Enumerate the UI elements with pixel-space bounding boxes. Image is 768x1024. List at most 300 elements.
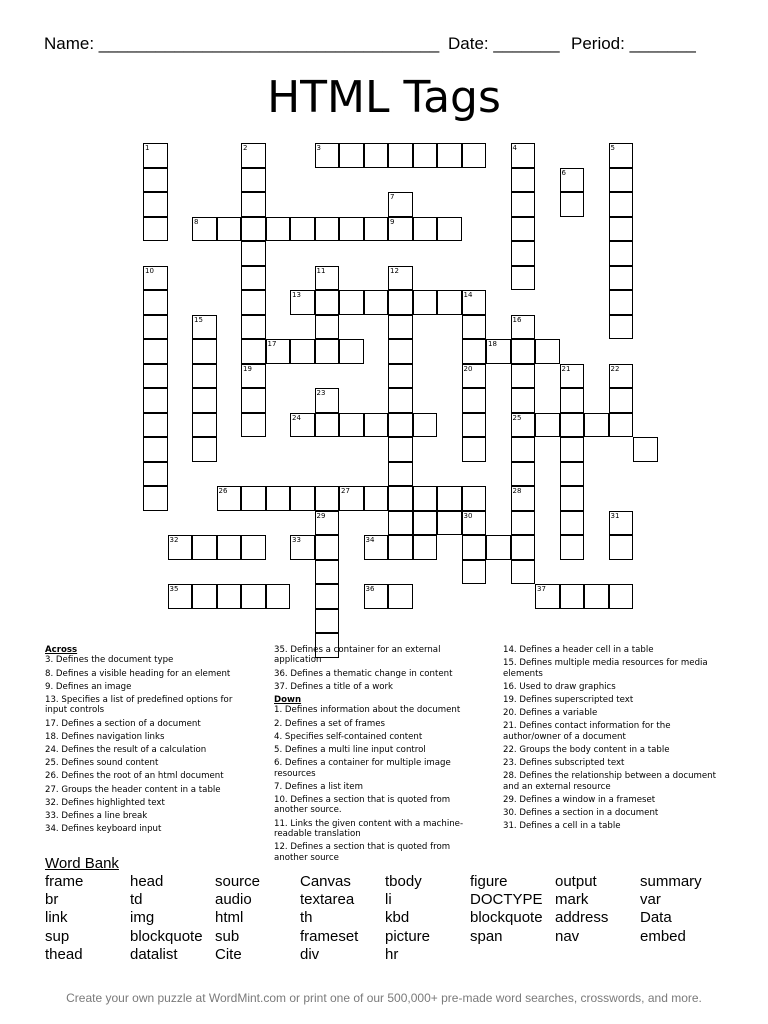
grid-cell[interactable] [364,486,389,511]
grid-cell[interactable] [192,217,217,242]
grid-cell[interactable] [511,486,536,511]
grid-cell[interactable] [266,584,291,609]
clue-number: 14 [463,291,473,299]
grid-cell[interactable] [486,535,511,560]
grid-cell[interactable] [364,143,389,168]
grid-cell[interactable] [535,413,560,438]
grid-cell[interactable] [143,315,168,340]
grid-cell[interactable] [388,437,413,462]
clue-number: 18 [488,340,497,348]
across-clue: 33. Defines a line break [45,811,148,822]
word-bank-item: summary [640,873,702,890]
grid-cell[interactable] [315,290,340,315]
grid-cell[interactable] [462,437,487,462]
grid-cell[interactable] [462,315,487,340]
clue-number: 28 [512,487,522,495]
grid-cell[interactable] [511,462,536,487]
word-bank-item: th [300,909,313,927]
clue-number: 5 [610,144,615,152]
name-field[interactable]: Name: ____________________________________ [44,34,440,53]
across-clue: 3. Defines the document type [45,655,174,666]
word-bank-column [470,873,543,946]
grid-cell[interactable] [388,584,413,609]
grid-cell[interactable] [388,217,413,242]
grid-cell[interactable] [217,584,242,609]
word-bank-item: frameset [300,927,359,945]
grid-cell[interactable] [609,315,634,340]
grid-cell[interactable] [339,413,364,438]
grid-cell[interactable] [437,511,462,536]
grid-cell[interactable] [241,168,266,193]
across-clue: 25. Defines sound content [45,758,159,769]
grid-cell[interactable] [266,339,291,364]
word-bank-item: output [555,873,597,890]
word-bank-item: picture [385,927,431,945]
grid-cell[interactable] [413,290,438,315]
down-heading: Down [274,695,302,706]
across-clue: 27. Groups the header content in a table [45,784,221,795]
clue-number: 31 [610,511,620,520]
word-bank-item: Canvas [300,873,351,890]
grid-cell[interactable] [315,266,340,291]
period-field[interactable]: Period: _______ [571,34,696,53]
down-clue: 29. Defines a window in a frameset [503,795,656,806]
word-bank-item: sup [45,927,70,945]
clues-column-1 [45,645,255,837]
grid-cell[interactable] [609,584,634,609]
word-bank-item: Data [640,909,672,927]
grid-cell[interactable] [192,437,217,462]
clue-number: 3 [316,144,321,152]
grid-cell[interactable] [511,413,536,438]
down-clue: 23. Defines subscripted text [503,758,625,769]
word-bank-item: var [640,891,661,909]
grid-cell[interactable] [241,143,266,168]
footer: Create your own puzzle at WordMint.com or print one of our 500,000+ pre-made word searches, crosswords, and more. [66,991,702,1005]
word-bank-item: audio [215,891,252,909]
word-bank-item: frame [45,873,84,890]
grid-cell[interactable] [388,535,413,560]
grid-cell[interactable] [388,290,413,315]
grid-cell[interactable] [609,535,634,560]
grid-cell[interactable] [315,217,340,242]
grid-cell[interactable] [560,584,585,609]
grid-cell[interactable] [511,168,536,193]
word-bank-item: html [215,909,244,927]
word-bank-title: Word Bank [45,855,119,872]
word-bank-column [130,873,203,964]
grid-cell[interactable] [560,462,585,487]
word-bank-item: span [470,927,503,945]
grid-cell[interactable] [192,584,217,609]
grid-cell[interactable] [192,535,217,560]
grid-cell[interactable] [560,413,585,438]
clue-number: 22 [610,364,620,373]
grid-cell[interactable] [609,413,634,438]
grid-cell[interactable] [241,584,266,609]
grid-cell[interactable] [339,290,364,315]
clue-number: 19 [243,364,252,373]
clue-number: 32 [169,536,179,544]
clue-number: 9 [390,217,395,226]
grid-cell[interactable] [315,535,340,560]
word-bank-item: br [45,891,59,909]
grid-cell[interactable] [437,217,462,242]
grid-cell[interactable] [315,315,340,340]
down-clue: 11. Links the given content with a machine-readable translation [274,818,464,840]
clue-number: 12 [390,266,399,275]
across-clue: 9. Defines an image [45,681,132,692]
grid-cell[interactable] [315,413,340,438]
grid-cell[interactable] [339,486,364,511]
grid-cell[interactable] [633,437,658,462]
clue-number: 6 [561,168,566,177]
clue-number: 4 [512,144,517,152]
word-bank-column [45,873,83,964]
word-bank-column [640,873,702,946]
word-bank-item: datalist [130,945,178,963]
grid-cell[interactable] [143,364,168,389]
across-clue: 37. Defines a title of a work [274,681,393,692]
grid-cell[interactable] [535,584,560,609]
grid-cell[interactable] [462,511,487,536]
grid-cell[interactable] [241,486,266,511]
grid-cell[interactable] [241,339,266,364]
grid-cell[interactable] [241,290,266,315]
clue-number: 16 [512,315,522,324]
down-clue: 31. Defines a cell in a table [503,821,621,832]
word-bank-item: kbd [385,909,410,927]
down-clue: 7. Defines a list item [274,781,363,792]
across-clue: 35. Defines a container for an external application [274,645,441,666]
word-bank-item: Cite [215,945,242,963]
grid-cell[interactable] [143,217,168,242]
grid-cell[interactable] [241,217,266,242]
grid-cell[interactable] [364,584,389,609]
grid-cell[interactable] [143,143,168,168]
grid-cell[interactable] [266,217,291,242]
grid-cell[interactable] [388,364,413,389]
word-bank-item: head [130,873,164,890]
grid-cell[interactable] [560,486,585,511]
grid-cell[interactable] [462,388,487,413]
grid-cell[interactable] [290,413,315,438]
grid-cell[interactable] [462,364,487,389]
word-bank-item: div [300,945,320,963]
grid-cell[interactable] [315,143,340,168]
grid-cell[interactable] [609,290,634,315]
grid-cell[interactable] [241,192,266,217]
clues-column-2 [274,645,484,866]
down-clue: 12. Defines a section that is quoted from another source [274,842,451,863]
down-clue: 14. Defines a header cell in a table [503,645,654,655]
grid-cell[interactable] [609,143,634,168]
grid-cell[interactable] [462,486,487,511]
grid-cell[interactable] [192,413,217,438]
grid-cell[interactable] [609,241,634,266]
grid-cell[interactable] [315,560,340,585]
grid-cell[interactable] [413,511,438,536]
word-bank-column [215,873,260,964]
grid-cell[interactable] [462,339,487,364]
grid-cell[interactable] [437,290,462,315]
down-clue: 20. Defines a variable [503,708,598,719]
word-bank-column [385,873,430,964]
word-bank-item: sub [215,927,240,945]
grid-cell[interactable] [560,437,585,462]
across-clue: 34. Defines keyboard input [45,824,162,835]
grid-cell[interactable] [462,290,487,315]
grid-cell[interactable] [241,388,266,413]
grid-cell[interactable] [315,584,340,609]
grid-cell[interactable] [388,388,413,413]
grid-cell[interactable] [143,266,168,291]
word-bank-item: mark [555,891,589,909]
grid-cell[interactable] [584,413,609,438]
grid-cell[interactable] [241,413,266,438]
word-bank-item: figure [470,873,508,890]
across-clue: 24. Defines the result of a calculation [45,745,207,756]
clue-number: 8 [194,217,199,226]
grid-cell[interactable] [168,535,193,560]
grid-cell[interactable] [511,364,536,389]
grid-cell[interactable] [388,339,413,364]
grid-cell[interactable] [560,535,585,560]
grid-cell[interactable] [315,609,340,634]
grid-cell[interactable] [241,315,266,340]
clue-number: 30 [463,511,473,520]
clue-number: 2 [243,144,248,152]
clue-number: 15 [194,315,203,324]
clue-number: 37 [537,585,546,593]
grid-cell[interactable] [437,143,462,168]
clue-number: 7 [390,193,395,201]
down-clue: 4. Specifies self-contained content [274,731,423,742]
clue-number: 21 [561,364,571,373]
word-bank-item: li [385,891,392,909]
across-clue: 36. Defines a thematic change in content [274,668,453,679]
grid-cell[interactable] [143,413,168,438]
grid-cell[interactable] [143,192,168,217]
grid-cell[interactable] [511,266,536,291]
clue-number: 34 [365,536,375,544]
down-clue: 15. Defines multiple media resources for media elements [503,658,708,679]
grid-cell[interactable] [486,339,511,364]
down-clue: 16. Used to draw graphics [503,681,616,692]
grid-cell[interactable] [511,339,536,364]
across-clue: 18. Defines navigation links [45,731,165,742]
grid-cell[interactable] [315,388,340,413]
grid-cell[interactable] [388,143,413,168]
grid-cell[interactable] [143,462,168,487]
word-bank-item: tbody [385,873,422,890]
word-bank-item: blockquote [470,909,543,927]
grid-cell[interactable] [364,535,389,560]
grid-cell[interactable] [511,560,536,585]
grid-cell[interactable] [462,560,487,585]
grid-cell[interactable] [437,486,462,511]
across-clue: 13. Specifies a list of predefined options for input controls [45,695,233,716]
down-clue: 28. Defines the relationship between a document and an external resource [503,771,716,792]
grid-cell[interactable] [168,584,193,609]
grid-cell[interactable] [511,388,536,413]
grid-cell[interactable] [266,486,291,511]
grid-cell[interactable] [315,511,340,536]
grid-cell[interactable] [413,413,438,438]
grid-cell[interactable] [143,339,168,364]
grid-cell[interactable] [584,584,609,609]
grid-cell[interactable] [609,388,634,413]
grid-cell[interactable] [535,339,560,364]
grid-cell[interactable] [339,143,364,168]
date-field[interactable]: Date: _______ [448,34,560,53]
word-bank-item: source [215,873,261,890]
across-clue: 8. Defines a visible heading for an element [45,668,231,679]
grid-cell[interactable] [290,339,315,364]
grid-cell[interactable] [511,437,536,462]
grid-cell[interactable] [364,217,389,242]
word-bank-item: img [130,909,155,927]
grid-cell[interactable] [339,339,364,364]
clue-number: 20 [463,364,473,373]
grid-cell[interactable] [560,388,585,413]
grid-cell[interactable] [462,413,487,438]
grid-cell[interactable] [143,486,168,511]
down-clue: 5. Defines a multi line input control [274,745,426,756]
grid-cell[interactable] [388,413,413,438]
clues-column-3 [503,645,725,835]
grid-cell[interactable] [560,192,585,217]
clue-number: 11 [316,266,326,275]
grid-cell[interactable] [511,217,536,242]
grid-cell[interactable] [241,266,266,291]
grid-cell[interactable] [192,315,217,340]
grid-cell[interactable] [364,413,389,438]
word-bank-item: thead [45,945,83,963]
grid-cell[interactable] [511,315,536,340]
word-bank-item: address [555,909,609,927]
down-clue: 30. Defines a section in a document [503,808,659,819]
word-bank-item: textarea [300,891,355,909]
word-bank-item: DOCTYPE [470,891,543,909]
clue-number: 33 [292,536,301,544]
grid-cell[interactable] [609,192,634,217]
grid-cell[interactable] [315,339,340,364]
word-bank-item: hr [385,945,399,963]
word-bank-column [555,873,608,946]
grid-cell[interactable] [143,290,168,315]
down-clue: 22. Groups the body content in a table [503,745,670,756]
grid-cell[interactable] [143,168,168,193]
grid-cell[interactable] [192,388,217,413]
clue-number: 10 [145,266,154,275]
grid-cell[interactable] [511,241,536,266]
down-clue: 19. Defines superscripted text [503,695,634,706]
clue-number: 17 [267,340,277,348]
grid-cell[interactable] [609,266,634,291]
down-clue: 2. Defines a set of frames [274,718,386,729]
grid-cell[interactable] [388,192,413,217]
grid-cell[interactable] [511,143,536,168]
grid-cell[interactable] [217,217,242,242]
grid-cell[interactable] [339,217,364,242]
down-clue: 6. Defines a container for multiple image resources [274,758,451,779]
grid-cell[interactable] [290,217,315,242]
clue-number: 13 [292,291,301,299]
grid-cell[interactable] [217,535,242,560]
grid-cell[interactable] [560,364,585,389]
grid-cell[interactable] [413,143,438,168]
word-bank-item: blockquote [130,927,203,945]
grid-cell[interactable] [192,339,217,364]
grid-cell[interactable] [315,486,340,511]
grid-cell[interactable] [511,192,536,217]
grid-cell[interactable] [609,511,634,536]
grid-cell[interactable] [511,535,536,560]
grid-cell[interactable] [609,168,634,193]
grid-cell[interactable] [241,364,266,389]
across-clue: 32. Defines highlighted text [45,797,165,808]
grid-cell[interactable] [609,217,634,242]
word-bank-item: td [130,891,143,909]
grid-cell[interactable] [511,511,536,536]
grid-cell[interactable] [241,241,266,266]
grid-cell[interactable] [413,535,438,560]
clue-number: 25 [512,413,522,422]
clue-number: 27 [341,487,350,495]
grid-cell[interactable] [560,511,585,536]
down-clue: 1. Defines information about the document [274,705,461,716]
across-heading: Across [45,645,78,655]
clue-number: 24 [292,413,301,422]
grid-cell[interactable] [609,364,634,389]
grid-cell[interactable] [413,217,438,242]
word-bank-item: nav [555,927,580,945]
clue-number: 1 [145,144,150,152]
grid-cell[interactable] [560,168,585,193]
grid-cell[interactable] [290,486,315,511]
across-clue: 26. Defines the root of an html document [45,771,224,782]
page-title: HTML Tags [267,72,501,123]
grid-cell[interactable] [388,511,413,536]
grid-cell[interactable] [388,462,413,487]
clue-number: 36 [365,585,375,593]
grid-cell[interactable] [290,535,315,560]
grid-cell[interactable] [388,315,413,340]
grid-cell[interactable] [413,486,438,511]
grid-cell[interactable] [388,486,413,511]
grid-cell[interactable] [462,143,487,168]
word-bank-item: link [45,909,68,927]
clue-number: 29 [316,511,326,520]
grid-cell[interactable] [388,266,413,291]
across-clue: 17. Defines a section of a document [45,718,201,729]
word-bank-item: embed [640,927,686,945]
down-clue: 10. Defines a section that is quoted from another source. [274,795,451,816]
clue-number: 26 [218,487,228,495]
grid-cell[interactable] [290,290,315,315]
word-bank-column [300,873,358,964]
grid-cell[interactable] [241,535,266,560]
grid-cell[interactable] [462,535,487,560]
grid-cell[interactable] [192,364,217,389]
down-clue: 21. Defines contact information for the author/owner of a document [503,721,671,742]
clue-number: 23 [316,389,326,397]
grid-cell[interactable] [364,290,389,315]
grid-cell[interactable] [143,388,168,413]
grid-cell[interactable] [217,486,242,511]
grid-cell[interactable] [143,437,168,462]
